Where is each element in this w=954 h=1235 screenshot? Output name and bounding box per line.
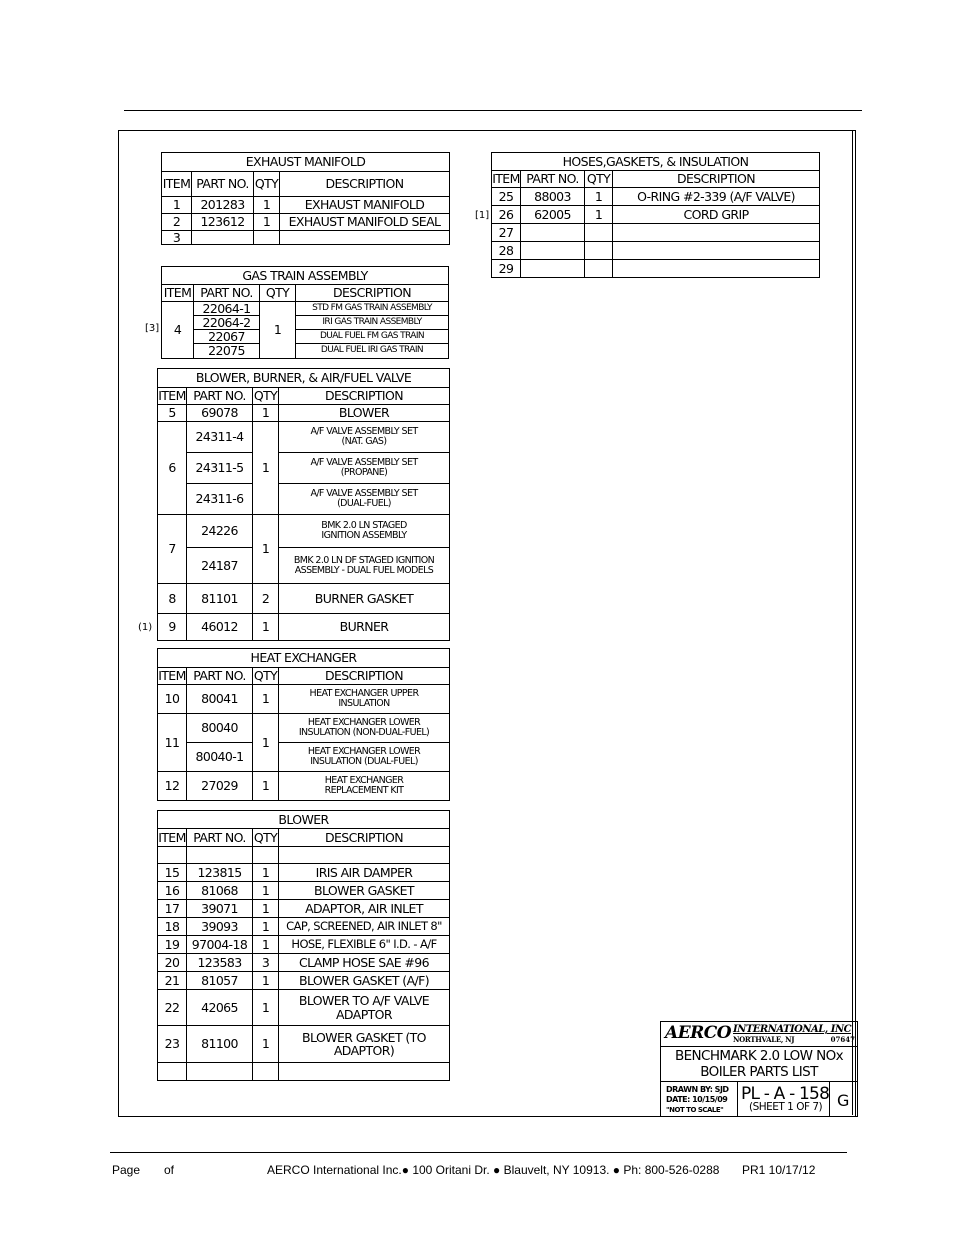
- table-row: [158, 918, 450, 936]
- part-cell: 39093: [187, 918, 253, 936]
- table-row: [158, 847, 450, 864]
- desc-line: ADAPTOR: [335, 1006, 392, 1022]
- part-cell: 80041: [187, 685, 253, 714]
- table-row: [158, 972, 450, 990]
- col-header-qty: QTY: [254, 172, 280, 197]
- scale-note: "NOT TO SCALE": [666, 1106, 724, 1114]
- part-cell: 97004-18: [187, 936, 253, 954]
- item-cell: 7: [158, 515, 187, 584]
- part-cell: 24311-6: [187, 484, 253, 515]
- desc-cell: CAP, SCREENED, AIR INLET 8": [279, 918, 450, 936]
- col-header-qty: QTY: [253, 829, 278, 845]
- table-title: EXHAUST MANIFOLD: [162, 153, 450, 172]
- qty-cell: 1: [253, 405, 279, 422]
- table-row: [158, 515, 450, 548]
- exhaust-manifold-table: [161, 152, 450, 245]
- qty-cell: 1: [253, 990, 279, 1026]
- drawing-title: BENCHMARK 2.0 LOW NOx: [674, 1048, 844, 1064]
- item-cell: 9: [158, 614, 187, 641]
- desc-cell: EXHAUST MANIFOLD SEAL: [280, 214, 450, 231]
- qty-cell: 1: [253, 936, 279, 954]
- table-row: [158, 1063, 450, 1081]
- desc-cell: [279, 1026, 450, 1063]
- item-cell: 4: [162, 302, 194, 359]
- qty-cell: 1: [253, 1026, 279, 1063]
- desc-cell: DUAL FUEL IRI GAS TRAIN: [296, 344, 449, 358]
- company-address: NORTHVALE, NJ: [733, 1035, 795, 1044]
- qty-cell: 1: [260, 302, 296, 359]
- desc-cell: [280, 231, 450, 245]
- item-cell: 22: [158, 990, 187, 1026]
- item-cell: 18: [158, 918, 187, 936]
- item-cell: 21: [158, 972, 187, 990]
- desc-cell: [279, 453, 450, 484]
- part-cell: 42065: [187, 990, 253, 1026]
- col-header-item: ITEM: [158, 829, 186, 845]
- item-cell: 10: [158, 685, 187, 714]
- desc-cell: [279, 772, 450, 801]
- table-title: HOSES,GASKETS, & INSULATION: [492, 153, 820, 171]
- part-cell: 46012: [187, 614, 253, 641]
- table-row: [158, 453, 450, 484]
- desc-line: ASSEMBLY - DUAL FUEL MODELS: [294, 564, 434, 576]
- title-block-divider: [737, 1082, 738, 1116]
- company-zip: 07647: [830, 1035, 855, 1044]
- footer-of-label: of: [164, 1163, 175, 1177]
- part-cell: 22075: [194, 344, 260, 358]
- note-marker: [1]: [475, 210, 490, 221]
- drawn-by: DRAWN BY: SJD: [666, 1085, 729, 1094]
- desc-cell: STD FM GAS TRAIN ASSEMBLY: [296, 302, 449, 316]
- col-header-qty: QTY: [260, 285, 296, 302]
- part-cell: 22064-1: [194, 302, 260, 316]
- drawing-frame-inner-edge: [852, 130, 853, 1115]
- part-cell: 81057: [187, 972, 253, 990]
- table-row: [158, 864, 450, 882]
- table-row: [162, 197, 450, 214]
- part-cell: 24311-4: [187, 422, 253, 453]
- item-cell: 28: [492, 242, 521, 260]
- item-cell: 8: [158, 584, 187, 614]
- table-row: [158, 990, 450, 1026]
- table-row: [492, 188, 820, 206]
- table-row: [158, 954, 450, 972]
- item-cell: 20: [158, 954, 187, 972]
- table-row: [158, 743, 450, 772]
- desc-line: HEAT EXCHANGER LOWER: [307, 746, 421, 758]
- qty-cell: 1: [253, 614, 279, 641]
- part-cell: [521, 242, 585, 260]
- table-row: [158, 772, 450, 801]
- item-cell: 15: [158, 864, 187, 882]
- table-row: [492, 206, 820, 224]
- footer-company-info: AERCO International Inc.● 100 Oritani Dr. ● Blauvelt, NY 10913. ● Ph: 800-526-0288: [267, 1163, 720, 1177]
- col-header-description: DESCRIPTION: [613, 171, 820, 188]
- qty-cell: 1: [253, 882, 279, 900]
- item-cell: 5: [158, 405, 187, 422]
- table-row: [492, 242, 820, 260]
- col-header-item: ITEM: [162, 285, 194, 302]
- footer-page-label: Page: [112, 1163, 141, 1177]
- item-cell: 19: [158, 936, 187, 954]
- part-cell: 24187: [187, 548, 253, 584]
- item-cell: 23: [158, 1026, 187, 1063]
- desc-line: IGNITION ASSEMBLY: [321, 530, 407, 541]
- qty-cell: 1: [254, 214, 280, 231]
- desc-cell: ADAPTOR, AIR INLET: [279, 900, 450, 918]
- title-block-company-row: [661, 1022, 857, 1047]
- table-row: [158, 685, 450, 714]
- part-cell: 22067: [194, 330, 260, 344]
- desc-cell: IRI GAS TRAIN ASSEMBLY: [296, 316, 449, 330]
- desc-line: BLOWER TO A/F VALVE: [298, 993, 430, 1009]
- item-cell: 17: [158, 900, 187, 918]
- table-row: [162, 214, 450, 231]
- desc-cell: [279, 548, 450, 584]
- part-cell: 69078: [187, 405, 253, 422]
- heat-exchanger-table: [157, 648, 450, 801]
- company-logo: AERCO: [665, 1023, 732, 1043]
- part-cell: 81068: [187, 882, 253, 900]
- part-cell: 24311-5: [187, 453, 253, 484]
- table-row: [158, 614, 450, 641]
- part-cell: 123583: [187, 954, 253, 972]
- col-header-item: ITEM: [158, 388, 186, 404]
- table-title: BLOWER: [158, 811, 450, 829]
- desc-line: BMK 2.0 LN DF STAGED IGNITION: [293, 554, 435, 566]
- table-row: [158, 900, 450, 918]
- item-cell: 6: [158, 422, 187, 515]
- col-header-description: DESCRIPTION: [279, 668, 450, 685]
- qty-cell: [254, 231, 280, 245]
- table-row: [492, 260, 820, 278]
- blower-table: [157, 810, 450, 1081]
- hoses-gaskets-table: [491, 152, 820, 278]
- desc-cell: [613, 242, 820, 260]
- desc-line: (NAT. GAS): [341, 436, 387, 447]
- part-cell: 22064-2: [194, 316, 260, 330]
- item-cell: 29: [492, 260, 521, 278]
- col-header-description: DESCRIPTION: [296, 285, 449, 302]
- table-row: [162, 330, 449, 344]
- desc-cell: O-RING #2-339 (A/F VALVE): [613, 188, 820, 206]
- footer-revision: PR1 10/17/12: [742, 1163, 816, 1177]
- col-header-description: DESCRIPTION: [279, 388, 450, 405]
- gas-train-table: [161, 266, 449, 359]
- desc-line: REPLACEMENT KIT: [324, 785, 404, 796]
- table-title: GAS TRAIN ASSEMBLY: [162, 267, 449, 285]
- qty-cell: 1: [253, 864, 279, 882]
- blower-burner-table: [157, 368, 450, 641]
- table-row: [158, 484, 450, 515]
- qty-cell: 1: [253, 714, 279, 772]
- desc-line: INSULATION: [338, 698, 390, 709]
- item-cell: 11: [158, 714, 187, 772]
- item-cell: 27: [492, 224, 521, 242]
- desc-line: HEAT EXCHANGER UPPER: [309, 688, 419, 700]
- col-header-item: ITEM: [162, 172, 192, 197]
- table-row: [162, 302, 449, 316]
- desc-cell: HOSE, FLEXIBLE 6" I.D. - A/F: [279, 936, 450, 954]
- desc-cell: CLAMP HOSE SAE #96: [279, 954, 450, 972]
- desc-cell: [279, 990, 450, 1026]
- desc-line: A/F VALVE ASSEMBLY SET: [310, 488, 418, 500]
- part-cell: 81101: [187, 584, 253, 614]
- part-cell: 62005: [521, 206, 585, 224]
- col-header-part: PART NO.: [194, 285, 260, 302]
- table-row: [492, 224, 820, 242]
- table-row: [158, 936, 450, 954]
- table-row: [158, 1026, 450, 1063]
- table-row: [162, 344, 449, 358]
- desc-cell: BURNER: [279, 614, 450, 641]
- item-cell: 25: [492, 188, 521, 206]
- col-header-part: PART NO.: [187, 829, 253, 847]
- qty-cell: 1: [253, 515, 279, 584]
- qty-cell: [585, 260, 613, 278]
- item-cell: 1: [162, 197, 192, 214]
- table-row: [158, 548, 450, 584]
- desc-line: INSULATION (NON-DUAL-FUEL): [298, 727, 430, 738]
- desc-cell: [279, 714, 450, 743]
- company-name: INTERNATIONAL, INC: [733, 1024, 852, 1035]
- part-cell: 123612: [192, 214, 254, 231]
- col-header-part: PART NO.: [192, 172, 254, 197]
- col-header-part: PART NO.: [187, 388, 253, 405]
- part-cell: 81100: [187, 1026, 253, 1063]
- table-row: [162, 316, 449, 330]
- col-header-qty: QTY: [585, 171, 613, 188]
- qty-cell: 3: [253, 954, 279, 972]
- desc-line: (PROPANE): [340, 467, 388, 478]
- desc-line: BLOWER GASKET (TO: [302, 1029, 426, 1045]
- col-header-part: PART NO.: [521, 171, 585, 188]
- table-row: [158, 422, 450, 453]
- desc-line: HEAT EXCHANGER LOWER: [307, 717, 421, 729]
- part-cell: [192, 231, 254, 245]
- note-marker: (1): [138, 622, 153, 633]
- qty-cell: [585, 242, 613, 260]
- qty-cell: 1: [253, 900, 279, 918]
- part-cell: 80040: [187, 714, 253, 743]
- part-cell: 88003: [521, 188, 585, 206]
- qty-cell: 1: [253, 772, 279, 801]
- desc-cell: BLOWER GASKET: [279, 882, 450, 900]
- desc-line: A/F VALVE ASSEMBLY SET: [310, 426, 418, 438]
- desc-cell: DUAL FUEL FM GAS TRAIN: [296, 330, 449, 344]
- desc-cell: [279, 422, 450, 453]
- col-header-qty: QTY: [253, 668, 278, 684]
- drawing-number: PL - A - 158: [741, 1084, 830, 1104]
- desc-line: HEAT EXCHANGER: [324, 775, 404, 787]
- note-marker: [3]: [145, 323, 160, 334]
- desc-line: A/F VALVE ASSEMBLY SET: [310, 457, 418, 469]
- col-header-part: PART NO.: [187, 668, 253, 685]
- table-row: [162, 231, 450, 245]
- table-title: HEAT EXCHANGER: [158, 649, 450, 668]
- col-header-description: DESCRIPTION: [279, 829, 450, 847]
- desc-cell: [279, 685, 450, 714]
- desc-cell: [279, 743, 450, 772]
- desc-line: INSULATION (DUAL-FUEL): [310, 756, 418, 767]
- qty-cell: 2: [253, 584, 279, 614]
- desc-cell: [279, 515, 450, 548]
- col-header-item: ITEM: [492, 171, 520, 187]
- title-block-title-row: [661, 1047, 857, 1082]
- desc-cell: BLOWER GASKET (A/F): [279, 972, 450, 990]
- header-rule: [124, 110, 862, 111]
- revision-letter: G: [837, 1091, 850, 1110]
- col-header-description: DESCRIPTION: [280, 172, 450, 197]
- qty-cell: 1: [253, 918, 279, 936]
- desc-cell: BLOWER: [279, 405, 450, 422]
- table-title: BLOWER, BURNER, & AIR/FUEL VALVE: [158, 369, 450, 388]
- table-row: [158, 405, 450, 422]
- part-cell: [521, 224, 585, 242]
- part-cell: 123815: [187, 864, 253, 882]
- desc-cell: [613, 260, 820, 278]
- col-header-item: ITEM: [158, 668, 186, 684]
- desc-line: (DUAL-FUEL): [337, 498, 391, 509]
- qty-cell: 1: [585, 188, 613, 206]
- desc-cell: BURNER GASKET: [279, 584, 450, 614]
- item-cell: 16: [158, 882, 187, 900]
- table-row: [158, 882, 450, 900]
- col-header-qty: QTY: [253, 388, 278, 404]
- item-cell: 2: [162, 214, 192, 231]
- item-cell: 26: [492, 206, 521, 224]
- desc-line: ADAPTOR): [333, 1043, 395, 1058]
- qty-cell: 1: [585, 206, 613, 224]
- part-cell: 80040-1: [187, 743, 253, 772]
- desc-cell: IRIS AIR DAMPER: [279, 864, 450, 882]
- qty-cell: [585, 224, 613, 242]
- qty-cell: 1: [253, 972, 279, 990]
- table-row: [158, 714, 450, 743]
- sheet-number: (SHEET 1 OF 7): [749, 1101, 823, 1113]
- item-cell: 12: [158, 772, 187, 801]
- title-block-divider: [829, 1082, 830, 1116]
- table-row: [158, 584, 450, 614]
- part-cell: 39071: [187, 900, 253, 918]
- qty-cell: 1: [253, 685, 279, 714]
- part-cell: [521, 260, 585, 278]
- part-cell: 201283: [192, 197, 254, 214]
- qty-cell: 1: [254, 197, 280, 214]
- desc-cell: [279, 484, 450, 515]
- drawing-subtitle: BOILER PARTS LIST: [700, 1064, 818, 1080]
- part-cell: 24226: [187, 515, 253, 548]
- title-block: [660, 1021, 858, 1117]
- desc-line: BMK 2.0 LN STAGED: [321, 520, 407, 532]
- qty-cell: 1: [253, 422, 279, 515]
- part-cell: 27029: [187, 772, 253, 801]
- desc-cell: [613, 224, 820, 242]
- desc-cell: EXHAUST MANIFOLD: [280, 197, 450, 214]
- desc-cell: CORD GRIP: [613, 206, 820, 224]
- drawn-date: DATE: 10/15/09: [666, 1095, 728, 1104]
- footer-rule: [110, 1152, 847, 1153]
- item-cell: 3: [162, 231, 192, 245]
